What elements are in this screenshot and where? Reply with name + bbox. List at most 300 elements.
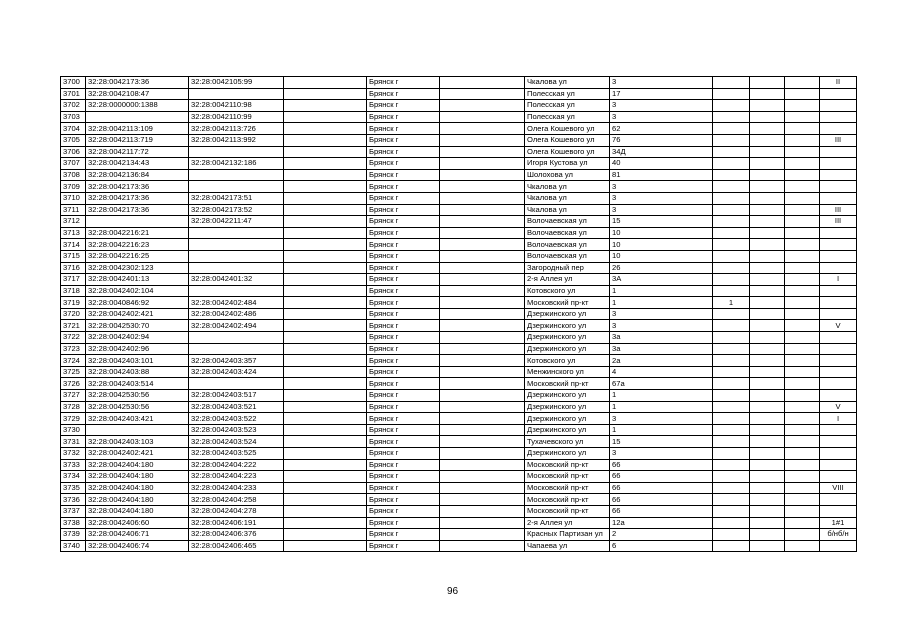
table-row [61, 158, 857, 170]
table-cell [785, 100, 820, 112]
table-cell: 32:28:0042403:523 [189, 424, 284, 436]
table-cell: Брянск г [367, 390, 440, 402]
table-cell [440, 134, 525, 146]
table-cell [284, 204, 367, 216]
table-cell: 32:28:0042403:421 [86, 413, 189, 425]
table-cell [284, 424, 367, 436]
table-cell: Брянск г [367, 250, 440, 262]
table-cell [785, 77, 820, 89]
table-cell [820, 424, 857, 436]
table-cell [785, 424, 820, 436]
table-cell [284, 297, 367, 309]
table-cell: 3719 [61, 297, 86, 309]
table-cell [86, 216, 189, 228]
table-cell: Брянск г [367, 216, 440, 228]
table-cell [820, 285, 857, 297]
table-cell [750, 471, 785, 483]
table-cell [440, 529, 525, 541]
table-cell [440, 332, 525, 344]
table-cell [713, 181, 750, 193]
table-cell: Московский пр-кт [525, 459, 610, 471]
table-cell [189, 343, 284, 355]
table-cell: Брянск г [367, 505, 440, 517]
table-cell [440, 471, 525, 483]
table-cell: 3738 [61, 517, 86, 529]
table-cell [785, 146, 820, 158]
table-cell [750, 529, 785, 541]
table-cell [284, 192, 367, 204]
table-cell [713, 88, 750, 100]
table-cell [820, 250, 857, 262]
table-cell [820, 297, 857, 309]
table-cell [785, 413, 820, 425]
table-cell [820, 448, 857, 460]
table-cell: 32:28:0042173:51 [189, 192, 284, 204]
table-cell [284, 413, 367, 425]
table-cell [750, 262, 785, 274]
table-cell [440, 274, 525, 286]
table-cell: Брянск г [367, 448, 440, 460]
table-row [61, 401, 857, 413]
table-cell: 32:28:0042216:25 [86, 250, 189, 262]
table-cell [440, 146, 525, 158]
table-cell: 66 [610, 494, 713, 506]
table-cell: Игоря Кустова ул [525, 158, 610, 170]
table-row [61, 459, 857, 471]
table-cell: 32:28:0042402:421 [86, 448, 189, 460]
table-cell: 32:28:0042403:103 [86, 436, 189, 448]
table-cell [785, 123, 820, 135]
table-cell: 3710 [61, 192, 86, 204]
table-cell: 2 [610, 529, 713, 541]
register-table-body [61, 77, 857, 552]
table-cell: 32:28:0042173:36 [86, 181, 189, 193]
table-cell [785, 517, 820, 529]
table-cell [713, 448, 750, 460]
table-cell [440, 320, 525, 332]
table-cell: 3720 [61, 308, 86, 320]
table-cell [440, 343, 525, 355]
table-row [61, 320, 857, 332]
table-cell [284, 169, 367, 181]
table-cell: 3714 [61, 239, 86, 251]
table-cell: 32:28:0042406:376 [189, 529, 284, 541]
table-cell: Брянск г [367, 332, 440, 344]
table-cell [785, 181, 820, 193]
table-cell: 32:28:0042403:517 [189, 390, 284, 402]
table-cell [820, 158, 857, 170]
table-cell: 17 [610, 88, 713, 100]
table-cell: 3734 [61, 471, 86, 483]
table-cell: I [820, 274, 857, 286]
table-cell: 3700 [61, 77, 86, 89]
table-cell: 32:28:0042134:43 [86, 158, 189, 170]
table-cell [750, 227, 785, 239]
table-cell [785, 401, 820, 413]
table-cell [785, 134, 820, 146]
table-cell: 32:28:0042403:88 [86, 366, 189, 378]
table-cell: 12а [610, 517, 713, 529]
table-row [61, 274, 857, 286]
table-cell [440, 88, 525, 100]
table-cell [820, 540, 857, 552]
table-cell [713, 262, 750, 274]
table-cell [750, 459, 785, 471]
table-cell [785, 158, 820, 170]
table-cell: 3724 [61, 355, 86, 367]
table-cell: 3 [610, 320, 713, 332]
table-cell: 32:28:0042173:36 [86, 77, 189, 89]
table-cell: 1 [610, 390, 713, 402]
table-row [61, 216, 857, 228]
table-cell: 32:28:0042403:424 [189, 366, 284, 378]
table-cell: Брянск г [367, 540, 440, 552]
table-cell: Брянск г [367, 77, 440, 89]
table-cell: 66 [610, 471, 713, 483]
table-cell [820, 378, 857, 390]
table-cell [785, 216, 820, 228]
table-cell: 32:28:0042402:421 [86, 308, 189, 320]
table-cell [440, 355, 525, 367]
table-cell: б/нб/н [820, 529, 857, 541]
table-row [61, 77, 857, 89]
table-cell [189, 262, 284, 274]
table-cell: 32:28:0042404:258 [189, 494, 284, 506]
table-cell: Полесская ул [525, 88, 610, 100]
table-cell: 32:28:0042403:522 [189, 413, 284, 425]
table-cell: Олега Кошевого ул [525, 123, 610, 135]
table-cell: 3722 [61, 332, 86, 344]
table-cell [713, 424, 750, 436]
table-cell [440, 192, 525, 204]
table-cell [284, 505, 367, 517]
table-cell [440, 297, 525, 309]
table-cell: 3706 [61, 146, 86, 158]
table-cell [284, 436, 367, 448]
table-cell [750, 366, 785, 378]
table-row [61, 482, 857, 494]
table-cell: Брянск г [367, 192, 440, 204]
table-cell: 3731 [61, 436, 86, 448]
table-cell: 3 [610, 100, 713, 112]
table-cell: Брянск г [367, 459, 440, 471]
table-cell [750, 181, 785, 193]
table-cell: Дзержинского ул [525, 401, 610, 413]
table-cell [750, 355, 785, 367]
table-cell [820, 146, 857, 158]
table-cell [750, 320, 785, 332]
table-cell [785, 482, 820, 494]
table-cell [713, 123, 750, 135]
table-cell: Котовского ул [525, 355, 610, 367]
table-row [61, 343, 857, 355]
table-cell: 32:28:0042404:223 [189, 471, 284, 483]
table-cell: 10 [610, 250, 713, 262]
table-cell: 1 [610, 285, 713, 297]
table-cell [440, 517, 525, 529]
table-cell: 32:28:0042117:72 [86, 146, 189, 158]
table-cell: Брянск г [367, 517, 440, 529]
table-cell: Дзержинского ул [525, 343, 610, 355]
table-cell: Брянск г [367, 100, 440, 112]
table-row [61, 308, 857, 320]
table-cell: Брянск г [367, 436, 440, 448]
table-row [61, 169, 857, 181]
table-cell: 3705 [61, 134, 86, 146]
table-cell: 1 [610, 424, 713, 436]
table-cell [785, 204, 820, 216]
table-cell [713, 366, 750, 378]
table-cell: Волочаевская ул [525, 216, 610, 228]
table-cell [189, 285, 284, 297]
table-cell [750, 297, 785, 309]
table-cell: 3 [610, 77, 713, 89]
table-cell [284, 517, 367, 529]
table-cell [713, 332, 750, 344]
table-cell [284, 448, 367, 460]
table-row [61, 146, 857, 158]
table-cell: 3 [610, 413, 713, 425]
table-cell: 32:28:0042530:56 [86, 390, 189, 402]
table-cell [750, 401, 785, 413]
table-cell [785, 540, 820, 552]
table-cell [284, 401, 367, 413]
table-cell: Дзержинского ул [525, 390, 610, 402]
table-cell [820, 436, 857, 448]
table-cell [713, 100, 750, 112]
table-cell: 3715 [61, 250, 86, 262]
table-cell [440, 482, 525, 494]
table-row [61, 471, 857, 483]
table-cell: Менжинского ул [525, 366, 610, 378]
table-cell [750, 204, 785, 216]
table-cell: 3727 [61, 390, 86, 402]
table-cell [713, 134, 750, 146]
table-cell [750, 134, 785, 146]
table-cell: 2-я Аллея ул [525, 517, 610, 529]
table-cell: 32:28:0042404:180 [86, 494, 189, 506]
table-cell: 32:28:0042401:13 [86, 274, 189, 286]
table-cell [750, 123, 785, 135]
table-cell [713, 390, 750, 402]
table-cell [440, 494, 525, 506]
table-cell: 32:28:0042173:36 [86, 204, 189, 216]
table-cell [785, 320, 820, 332]
table-cell: I [820, 413, 857, 425]
table-cell: 32:28:0042108:47 [86, 88, 189, 100]
table-cell [785, 239, 820, 251]
table-cell [284, 123, 367, 135]
table-cell [750, 540, 785, 552]
table-cell: 32:28:0042113:726 [189, 123, 284, 135]
table-cell [785, 459, 820, 471]
table-cell [750, 169, 785, 181]
table-cell: 32:28:0042132:186 [189, 158, 284, 170]
table-cell: Олега Кошевого ул [525, 134, 610, 146]
table-cell: II [820, 77, 857, 89]
table-cell [750, 494, 785, 506]
table-cell: 15 [610, 216, 713, 228]
table-cell [713, 250, 750, 262]
table-cell: 66 [610, 459, 713, 471]
table-cell: 4 [610, 366, 713, 378]
table-cell: 3709 [61, 181, 86, 193]
table-cell: 32:28:0042173:52 [189, 204, 284, 216]
table-cell [713, 436, 750, 448]
table-cell: Брянск г [367, 88, 440, 100]
table-cell: 3707 [61, 158, 86, 170]
table-cell: III [820, 134, 857, 146]
table-cell [284, 366, 367, 378]
table-cell [750, 413, 785, 425]
table-cell [284, 378, 367, 390]
table-cell: 32:28:0042403:101 [86, 355, 189, 367]
table-cell [440, 285, 525, 297]
table-cell [284, 529, 367, 541]
table-cell: 2а [610, 355, 713, 367]
table-cell [189, 146, 284, 158]
table-cell [820, 111, 857, 123]
table-cell [713, 308, 750, 320]
table-cell [284, 88, 367, 100]
table-cell [785, 366, 820, 378]
table-cell: 2-я Аллея ул [525, 274, 610, 286]
table-cell: Дзержинского ул [525, 413, 610, 425]
table-cell: 3737 [61, 505, 86, 517]
table-cell: Чкалова ул [525, 77, 610, 89]
table-cell [440, 448, 525, 460]
table-cell: 3723 [61, 343, 86, 355]
table-row [61, 436, 857, 448]
table-cell [713, 413, 750, 425]
table-cell [820, 390, 857, 402]
table-cell: 32:28:0042110:99 [189, 111, 284, 123]
table-cell [440, 308, 525, 320]
table-cell: 3740 [61, 540, 86, 552]
table-row [61, 540, 857, 552]
table-cell [750, 100, 785, 112]
table-cell: VIII [820, 482, 857, 494]
table-cell [189, 250, 284, 262]
table-cell: Московский пр-кт [525, 482, 610, 494]
table-cell [440, 424, 525, 436]
table-cell: 32:28:0042403:525 [189, 448, 284, 460]
table-cell [820, 343, 857, 355]
table-cell: 32:28:0042406:465 [189, 540, 284, 552]
table-row [61, 448, 857, 460]
table-cell: V [820, 320, 857, 332]
table-cell [440, 158, 525, 170]
table-cell: 6 [610, 540, 713, 552]
table-cell: 3а [610, 332, 713, 344]
table-cell: 40 [610, 158, 713, 170]
table-cell: 62 [610, 123, 713, 135]
table-cell [284, 320, 367, 332]
table-cell: Чапаева ул [525, 540, 610, 552]
table-cell: 32:28:0042406:71 [86, 529, 189, 541]
table-cell: 32:28:0042402:494 [189, 320, 284, 332]
table-cell: 67а [610, 378, 713, 390]
table-cell: Брянск г [367, 111, 440, 123]
table-cell: Чкалова ул [525, 204, 610, 216]
table-cell [440, 100, 525, 112]
table-cell [750, 343, 785, 355]
table-cell [284, 332, 367, 344]
table-cell [440, 401, 525, 413]
table-cell [713, 401, 750, 413]
table-cell [189, 227, 284, 239]
table-row [61, 123, 857, 135]
table-cell: 32:28:0042403:524 [189, 436, 284, 448]
table-cell: 32:28:0042404:278 [189, 505, 284, 517]
table-cell [785, 297, 820, 309]
table-cell [713, 158, 750, 170]
table-cell: 3728 [61, 401, 86, 413]
table-cell: Брянск г [367, 169, 440, 181]
table-cell [785, 308, 820, 320]
table-cell: Дзержинского ул [525, 308, 610, 320]
table-cell: 3721 [61, 320, 86, 332]
table-row [61, 424, 857, 436]
table-cell: Полесская ул [525, 111, 610, 123]
table-cell: Брянск г [367, 158, 440, 170]
table-cell: Брянск г [367, 355, 440, 367]
table-cell [750, 216, 785, 228]
table-cell: Брянск г [367, 146, 440, 158]
table-cell: Брянск г [367, 424, 440, 436]
table-row [61, 297, 857, 309]
table-cell: Брянск г [367, 181, 440, 193]
table-cell [820, 332, 857, 344]
table-cell [713, 216, 750, 228]
table-cell [284, 308, 367, 320]
table-cell: V [820, 401, 857, 413]
table-row [61, 378, 857, 390]
table-cell [86, 111, 189, 123]
table-cell [440, 181, 525, 193]
table-cell [750, 505, 785, 517]
table-cell: 3 [610, 181, 713, 193]
table-row [61, 250, 857, 262]
table-cell: 3 [610, 192, 713, 204]
table-cell: 32:28:0042404:180 [86, 505, 189, 517]
table-cell: 32:28:0042402:96 [86, 343, 189, 355]
table-cell: Московский пр-кт [525, 494, 610, 506]
table-cell: 32:28:0042216:21 [86, 227, 189, 239]
table-cell [750, 250, 785, 262]
table-cell [820, 100, 857, 112]
table-cell [713, 517, 750, 529]
table-cell: 3708 [61, 169, 86, 181]
table-cell [785, 250, 820, 262]
table-cell [713, 274, 750, 286]
table-cell: 3718 [61, 285, 86, 297]
table-cell [713, 169, 750, 181]
table-cell [713, 239, 750, 251]
table-cell: 32:28:0042113:109 [86, 123, 189, 135]
table-cell [820, 88, 857, 100]
table-row [61, 517, 857, 529]
table-cell [785, 227, 820, 239]
table-cell: Загородный пер [525, 262, 610, 274]
table-row [61, 181, 857, 193]
table-row [61, 262, 857, 274]
table-cell: 76 [610, 134, 713, 146]
table-cell [820, 239, 857, 251]
table-cell [750, 88, 785, 100]
table-cell: 32:28:0042211:47 [189, 216, 284, 228]
table-cell [440, 390, 525, 402]
